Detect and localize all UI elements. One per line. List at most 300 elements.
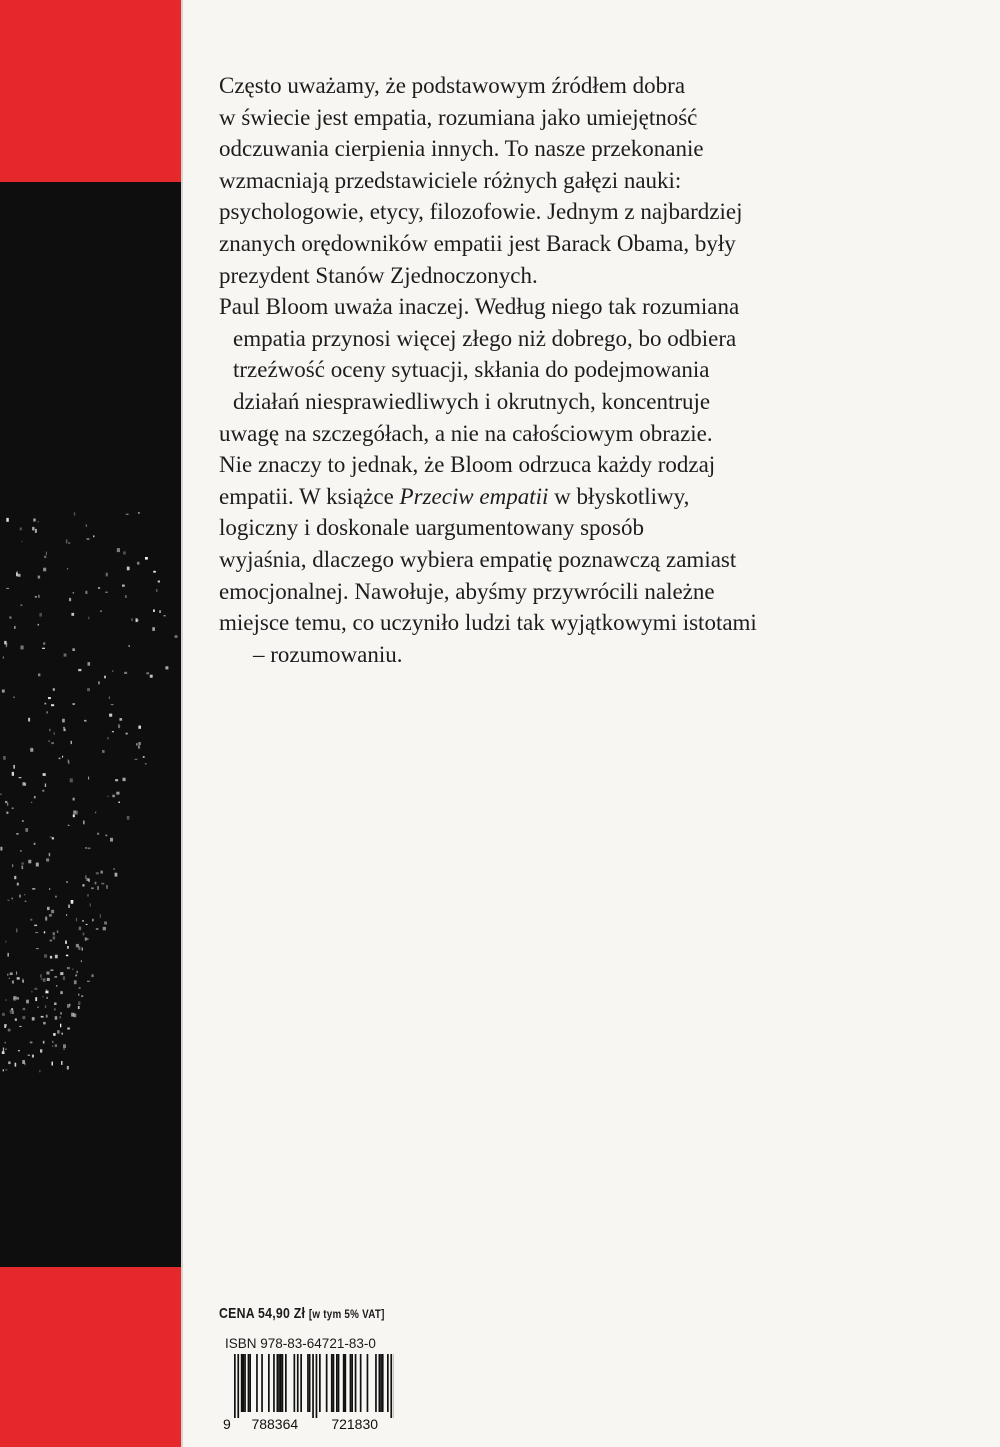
- sparkle-dot: [87, 938, 89, 940]
- barcode-bar: [280, 1354, 282, 1412]
- sparkle-dot: [138, 745, 140, 748]
- sparkle-dot: [81, 996, 83, 997]
- sparkle-dot: [53, 688, 55, 691]
- sparkle-dot: [54, 1003, 56, 1006]
- sparkle-dot: [54, 1008, 56, 1010]
- barcode-bar: [333, 1354, 335, 1412]
- sparkle-dot: [45, 703, 47, 705]
- sparkle-dot: [6, 812, 8, 814]
- sparkle-dot: [73, 592, 74, 593]
- sparkle-dot: [43, 773, 46, 776]
- sparkle-dot: [43, 1041, 45, 1044]
- sparkle-dot: [52, 1062, 54, 1066]
- sparkle-dot: [23, 1008, 26, 1010]
- sparkle-dot: [67, 946, 69, 949]
- sparkle-dot: [48, 697, 51, 699]
- sparkle-dot: [85, 591, 87, 594]
- barcode-bar: [241, 1354, 243, 1412]
- sparkle-dot: [37, 1006, 39, 1008]
- sparkle-dot: [41, 1016, 44, 1018]
- sparkle-dot: [22, 782, 25, 785]
- sparkle-dot: [4, 641, 6, 644]
- sparkle-dot: [16, 997, 19, 1000]
- sparkle-dot: [28, 718, 30, 722]
- sparkle-dot: [67, 967, 70, 969]
- blurb-line: empatia przynosi więcej złego niż dobrego, bo odbiera: [233, 325, 737, 351]
- barcode-bar: [248, 1354, 250, 1412]
- sparkle-dot: [50, 836, 52, 837]
- sparkle-dot: [7, 803, 8, 806]
- sparkle-dot: [124, 672, 127, 674]
- sparkle-dot: [13, 996, 16, 999]
- sparkle-dot: [79, 987, 81, 989]
- sparkle-dot: [38, 624, 39, 626]
- sparkle-dot: [60, 1012, 62, 1014]
- sparkle-dot: [116, 792, 119, 795]
- sparkle-dot: [32, 527, 34, 531]
- barcode-digits: 721830: [331, 1416, 379, 1432]
- barcode-digits: 9: [223, 1416, 231, 1432]
- barcode-bar: [268, 1354, 270, 1412]
- barcode-bar: [297, 1354, 299, 1412]
- sparkle-dot: [7, 974, 9, 976]
- isbn-number: ISBN 978-83-64721-83-0: [225, 1336, 376, 1351]
- blurb-line: w świecie jest empatia, rozumiana jako umiejętność: [219, 104, 698, 130]
- sparkle-dot: [22, 820, 24, 822]
- barcode-bar: [285, 1354, 287, 1412]
- sparkle-dot: [68, 825, 70, 826]
- barcode-bar: [387, 1354, 389, 1412]
- sparkle-dot: [6, 588, 9, 589]
- sparkle-dot: [109, 714, 112, 717]
- sparkle-dot: [68, 543, 70, 544]
- sparkle-dot: [43, 642, 45, 644]
- sparkle-dot: [86, 924, 88, 925]
- sparkle-dot: [39, 1070, 40, 1072]
- sparkle-dot: [145, 557, 148, 560]
- sparkle-dot: [25, 901, 27, 902]
- blurb-line: uwagę na szczegółach, a nie na całościowym obrazie.: [219, 420, 713, 446]
- barcode-bar: [273, 1354, 275, 1412]
- sparkle-dot: [123, 778, 126, 781]
- sparkle-dot: [12, 981, 14, 984]
- sparkle-dot: [55, 1044, 57, 1047]
- sparkle-dot: [52, 837, 54, 839]
- sparkle-dot: [3, 1048, 4, 1052]
- sparkle-dot: [9, 978, 10, 979]
- sparkle-dot: [156, 589, 157, 592]
- sparkle-dot: [12, 1010, 14, 1014]
- sparkle-dot: [73, 814, 75, 817]
- sparkle-dot: [16, 833, 18, 835]
- sparkle-dot: [39, 613, 42, 617]
- sparkle-dot: [138, 742, 140, 745]
- sparkle-dot: [14, 626, 16, 629]
- sparkle-dot: [92, 919, 93, 922]
- sparkle-dot: [21, 646, 24, 650]
- sparkle-dot: [135, 759, 138, 760]
- sparkle-dot: [47, 997, 48, 999]
- sparkle-dot: [43, 1022, 46, 1025]
- sparkle-dot: [119, 718, 122, 721]
- sparkle-dot: [8, 953, 9, 957]
- sparkle-dot: [146, 672, 149, 674]
- sparkle-dot: [98, 681, 100, 684]
- sparkle-dot: [53, 932, 55, 935]
- price-value: CENA 54,90 Zł: [219, 1305, 306, 1322]
- sparkle-dot: [67, 568, 68, 569]
- blurb-line: prezydent Stanów Zjednoczonych.: [219, 262, 538, 288]
- sparkle-dot: [51, 910, 54, 913]
- sparkle-dot: [12, 808, 14, 810]
- barcode-bar: [244, 1354, 246, 1412]
- spine-divider: [181, 0, 183, 1447]
- barcode-bar: [300, 1354, 302, 1412]
- blurb-line: – rozumowaniu.: [253, 641, 403, 667]
- sparkle-dot: [50, 940, 53, 942]
- sparkle-dot: [136, 620, 139, 621]
- book-title-italic: Przeciw empatii: [399, 483, 549, 509]
- sparkle-dot: [87, 981, 90, 982]
- sparkle-dot: [25, 828, 28, 832]
- sparkle-dot: [30, 919, 32, 921]
- barcode-digits: 788364: [251, 1416, 299, 1432]
- barcode-bar: [319, 1354, 321, 1412]
- sparkle-dot: [68, 761, 69, 765]
- sparkle-dot: [36, 948, 39, 949]
- sparkle-dot: [13, 765, 15, 769]
- sparkle-dot: [77, 971, 78, 973]
- sparkle-dot: [81, 960, 82, 962]
- barcode-bar: [309, 1354, 311, 1412]
- sparkle-dot: [85, 937, 87, 940]
- sparkle-dot: [60, 972, 63, 975]
- barcode-bar: [345, 1354, 347, 1412]
- sparkle-dot: [87, 539, 90, 540]
- sparkle-dot: [62, 1033, 63, 1035]
- spine-red-bottom: [0, 1267, 181, 1447]
- sparkle-dot: [153, 609, 155, 612]
- blurb-line: Paul Bloom uważa inaczej. Według niego tak rozumiana: [219, 294, 740, 320]
- barcode-bar: [326, 1354, 328, 1412]
- sparkle-dot: [63, 1044, 66, 1048]
- sparkle-dot: [0, 847, 2, 851]
- sparkle-dot: [14, 876, 16, 879]
- sparkle-dot: [30, 748, 33, 752]
- sparkle-dot: [93, 535, 95, 537]
- barcode-bar: [379, 1354, 381, 1412]
- sparkle-dot: [53, 936, 55, 939]
- blurb-line: logiczny i doskonale uargumentowany sposób: [219, 515, 645, 541]
- blurb-text: w błyskotliwy,: [548, 483, 690, 509]
- sparkle-dot: [87, 688, 90, 691]
- sparkle-dot: [108, 737, 109, 739]
- sparkle-dot: [109, 696, 110, 699]
- sparkle-dot: [45, 917, 47, 921]
- spine-red-top: [0, 0, 181, 182]
- sparkle-dot: [16, 573, 18, 577]
- sparkle-dot: [55, 1016, 58, 1020]
- sparkle-dot: [82, 920, 84, 922]
- sparkle-dot: [122, 585, 125, 587]
- sparkle-dot: [52, 1045, 53, 1046]
- barcode-bar: [249, 1354, 251, 1412]
- sparkle-dot: [143, 756, 145, 758]
- sparkle-dot: [20, 528, 22, 531]
- barcode-bar: [243, 1354, 245, 1412]
- blurb-text: empatii. W książce: [219, 483, 400, 509]
- barcode-bar: [261, 1354, 263, 1412]
- sparkle-dot: [75, 974, 77, 976]
- sparkle-dot: [53, 1033, 55, 1036]
- sparkle-dot: [10, 973, 13, 976]
- sparkle-dot: [19, 895, 21, 898]
- sparkle-dot: [13, 697, 15, 699]
- sparkle-dot: [61, 1061, 62, 1065]
- sparkle-dot: [60, 991, 63, 994]
- sparkle-dot: [85, 875, 86, 879]
- sparkle-dot: [62, 719, 65, 723]
- sparkle-dot: [71, 1013, 74, 1017]
- sparkle-dot: [21, 541, 22, 542]
- sparkle-dot: [73, 811, 76, 814]
- sparkle-dot: [5, 1049, 6, 1050]
- sparkle-dot: [59, 758, 61, 760]
- sparkle-dot: [175, 635, 178, 638]
- sparkle-dot: [57, 930, 59, 933]
- sparkle-dot: [2, 1013, 5, 1016]
- sparkle-dot: [18, 1050, 20, 1051]
- sparkle-dot: [113, 868, 114, 869]
- sparkle-dot: [44, 954, 47, 957]
- barcode-bar: [338, 1354, 340, 1412]
- sparkle-dot: [72, 969, 73, 970]
- sparkle-dot: [47, 711, 48, 713]
- sparkle-dot: [91, 887, 94, 889]
- sparkle-dot: [44, 931, 45, 933]
- sparkle-dot: [88, 662, 91, 666]
- cover-blurb: [219, 70, 779, 670]
- vat-note: [w tym 5% VAT]: [308, 1307, 385, 1321]
- sparkle-dot: [18, 574, 21, 577]
- sparkle-dot: [42, 648, 45, 649]
- sparkle-dot: [26, 1000, 29, 1004]
- sparkle-dot: [63, 976, 65, 980]
- sparkle-dot: [54, 976, 57, 977]
- sparkle-dot: [82, 948, 83, 951]
- barcode-bar: [382, 1354, 384, 1412]
- sparkle-dot: [73, 798, 75, 801]
- sparkle-dot: [47, 907, 50, 910]
- sparkle-dot: [66, 955, 68, 957]
- sparkle-dot: [3, 1069, 4, 1071]
- sparkle-dot: [95, 812, 96, 814]
- sparkle-dot: [127, 567, 130, 571]
- barcode-bar: [256, 1354, 258, 1412]
- spine-black-band: [0, 182, 181, 1267]
- sparkle-dot: [20, 850, 22, 851]
- sparkle-dot: [4, 1024, 7, 1026]
- sparkle-dot: [48, 741, 50, 742]
- sparkle-dot: [137, 562, 140, 565]
- sparkle-dot: [8, 900, 10, 901]
- sparkle-dot: [63, 727, 64, 729]
- sparkle-dot: [6, 518, 9, 522]
- sparkle-dot: [24, 894, 25, 895]
- sparkle-dot: [35, 932, 38, 933]
- sparkle-dot: [71, 900, 74, 904]
- sparkle-dot: [64, 729, 66, 732]
- sparkle-dot: [49, 888, 50, 890]
- sparkle-dot: [12, 772, 14, 776]
- sparkle-dot: [66, 539, 68, 543]
- sparkle-dot: [78, 669, 81, 671]
- sparkle-dot: [78, 1006, 80, 1009]
- sparkle-dot: [101, 883, 104, 885]
- sparkle-dot: [55, 896, 57, 898]
- sparkle-dot: [111, 704, 114, 705]
- sparkle-dot: [51, 742, 54, 744]
- sparkle-dot: [22, 1016, 25, 1019]
- barcode-icon: [221, 1354, 394, 1432]
- sparkle-dot: [20, 605, 22, 606]
- sparkle-dot: [35, 529, 37, 533]
- sparkle-dot: [158, 581, 160, 583]
- sparkle-dot: [71, 741, 73, 744]
- barcode-bar: [277, 1354, 279, 1412]
- sparkle-dot: [9, 617, 11, 619]
- sparkle-dot: [115, 873, 118, 877]
- sparkle-dot: [49, 729, 50, 732]
- sparkle-dot: [63, 1048, 64, 1050]
- sparkle-dot: [5, 941, 6, 943]
- sparkle-dot: [35, 596, 37, 598]
- sparkle-dot: [68, 905, 70, 909]
- barcode-bar: [316, 1354, 318, 1418]
- sparkle-dot: [2, 1051, 5, 1054]
- sparkle-dot: [126, 733, 128, 735]
- sparkle-dot: [165, 666, 168, 669]
- sparkle-dot: [32, 1055, 34, 1058]
- sparkle-dot: [115, 779, 118, 781]
- sparkle-dot: [34, 988, 37, 990]
- sparkle-dot: [41, 979, 42, 980]
- barcode-bar: [237, 1354, 239, 1418]
- sparkle-dot: [46, 972, 49, 975]
- blurb-line: miejsce temu, co uczyniło ludzi tak wyjątkowymi istotami: [219, 610, 757, 636]
- sparkle-dot: [72, 703, 75, 705]
- sparkle-dot: [87, 894, 88, 896]
- sparkle-dot: [164, 615, 166, 616]
- barcode-bar: [390, 1354, 392, 1418]
- blurb-line: emocjonalnej. Nawołuje, abyśmy przywrócili należne: [219, 578, 715, 604]
- barcode-bar: [331, 1354, 333, 1412]
- sparkle-dot: [3, 656, 4, 658]
- barcode-bar: [375, 1354, 377, 1412]
- sparkle-dot: [19, 777, 22, 778]
- sparkle-dot: [42, 996, 43, 998]
- sparkle-dot: [38, 673, 40, 676]
- sparkle-dot: [159, 610, 161, 613]
- sparkle-dot: [90, 903, 91, 906]
- sparkle-dot: [64, 654, 67, 657]
- sparkle-dot: [38, 595, 40, 598]
- sparkle-dot: [123, 551, 126, 554]
- sparkle-dot: [67, 1066, 69, 1070]
- sparkle-dot: [10, 1010, 12, 1014]
- sparkle-dot: [105, 592, 108, 593]
- sparkle-dot: [40, 1049, 42, 1052]
- blurb-line: działań niesprawiedliwych i okrutnych, koncentruje: [233, 388, 711, 414]
- barcode-bar: [350, 1354, 352, 1412]
- sparkle-dot: [65, 941, 67, 944]
- sparkle-dot: [21, 862, 23, 864]
- sparkle-dot: [55, 955, 58, 959]
- sparkle-dot: [28, 860, 31, 864]
- sparkle-dot: [83, 821, 84, 825]
- sparkle-dot: [3, 756, 5, 760]
- sparkle-dot: [34, 925, 37, 927]
- blurb-line: [219, 481, 779, 513]
- sparkle-dot: [30, 1042, 33, 1044]
- blurb-line: trzeźwość oceny sytuacji, skłania do podejmowania: [233, 357, 710, 383]
- sparkle-dot: [70, 778, 73, 782]
- sparkle-dot: [103, 927, 106, 930]
- sparkle-dot: [46, 858, 49, 861]
- barcode-bar: [367, 1354, 369, 1412]
- sparkle-dot: [46, 989, 47, 991]
- sparkle-dot: [8, 1029, 11, 1032]
- sparkle-dot: [35, 997, 37, 1001]
- sparkle-dot: [54, 732, 55, 735]
- sparkle-dot: [47, 978, 50, 981]
- sparkle-dot: [0, 794, 1, 795]
- sparkle-dot: [96, 928, 99, 929]
- sparkle-dot: [106, 573, 108, 577]
- sparkle-dot: [76, 944, 79, 948]
- sparkle-dot: [52, 1041, 53, 1043]
- sparkle-dot: [62, 756, 63, 758]
- sparkle-dot: [45, 1005, 46, 1008]
- sparkle-dot: [104, 922, 107, 925]
- sparkle-dot: [23, 980, 24, 983]
- sparkle-dot: [126, 514, 129, 515]
- sparkle-dot: [44, 556, 46, 559]
- sparkle-dot: [88, 777, 89, 780]
- sparkle-dot: [5, 1069, 7, 1071]
- sparkle-dot: [72, 648, 75, 651]
- sparkle-dot: [24, 1063, 25, 1065]
- sparkle-dot: [118, 724, 120, 728]
- sparkle-dot: [89, 879, 90, 883]
- sparkle-dot: [6, 645, 7, 648]
- sparkle-dot: [101, 871, 103, 874]
- sparkle-dot: [153, 571, 156, 573]
- sparkle-dot: [46, 552, 47, 556]
- sparkle-dot: [107, 885, 108, 889]
- sparkle-dot: [60, 1016, 61, 1019]
- sparkle-dot: [16, 972, 17, 975]
- sparkle-dot: [60, 1024, 61, 1028]
- sparkle-dot: [38, 521, 39, 522]
- sparkle-dot: [19, 1026, 21, 1027]
- barcode-bar: [312, 1354, 314, 1418]
- sparkle-dot: [97, 886, 98, 890]
- sparkle-dot: [97, 833, 99, 835]
- sparkle-dot: [84, 720, 86, 722]
- sparkle-dot: [66, 882, 68, 883]
- sparkle-dot: [32, 1017, 35, 1020]
